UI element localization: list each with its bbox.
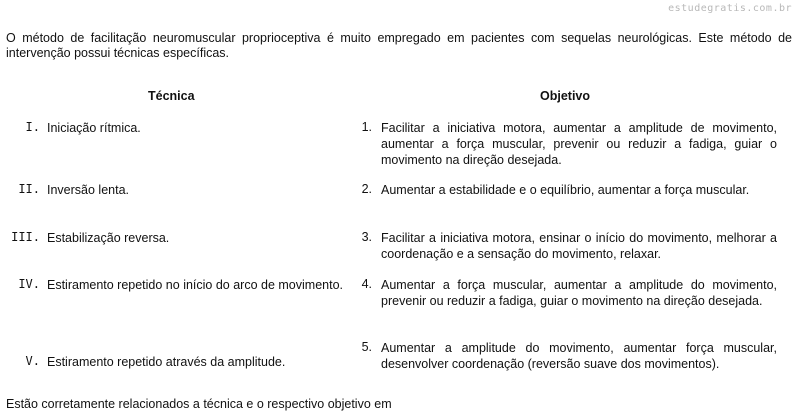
tecnica-text: Inversão lenta. — [47, 183, 129, 197]
objetivo-number: 5. — [361, 340, 372, 354]
tecnica-number: III. — [11, 230, 40, 244]
objetivo-text: Facilitar a iniciativa motora, ensinar o início do movimento, melhorar a coordenação e a sensação do movimento, relaxar. — [381, 231, 777, 261]
objetivo-number: 2. — [361, 182, 372, 196]
question-intro: O método de facilitação neuromuscular proprioceptiva é muito empregado em pacientes com sequelas neurológicas. Este método de intervenção possui técnicas específicas. — [6, 31, 792, 60]
site-watermark: estudegratis.com.br — [668, 3, 792, 14]
tecnica-number: IV. — [18, 277, 40, 291]
tecnica-text: Estabilização reversa. — [47, 231, 170, 245]
tecnica-number: V. — [25, 354, 40, 368]
tecnica-number: II. — [18, 182, 40, 196]
objetivo-number: 4. — [361, 277, 372, 291]
column-header-tecnica: Técnica — [148, 89, 195, 103]
objetivo-number: 3. — [361, 230, 372, 244]
objetivo-text: Facilitar a iniciativa motora, aumentar a amplitude de movimento, aumentar a força muscular, prevenir ou reduzir a fadiga, guiar o movimento na direção desejada. — [381, 121, 777, 167]
tecnica-text: Estiramento repetido no início do arco de movimento. — [47, 278, 343, 292]
tecnica-number: I. — [25, 120, 40, 134]
column-header-objetivo: Objetivo — [540, 89, 591, 103]
tecnica-text: Iniciação rítmica. — [47, 121, 141, 135]
objetivo-text: Aumentar a força muscular, aumentar a amplitude do movimento, prevenir ou reduzir a fadiga, guiar o movimento na direção desejada. — [381, 278, 777, 308]
objetivo-text: Aumentar a estabilidade e o equilíbrio, aumentar a força muscular. — [381, 183, 750, 197]
question-closing: Estão corretamente relacionados a técnica e o respectivo objetivo em — [6, 397, 392, 411]
objetivo-text: Aumentar a amplitude do movimento, aumentar força muscular, desenvolver coordenação (reversão suave dos movimentos). — [381, 341, 777, 371]
objetivo-number: 1. — [361, 120, 372, 134]
tecnica-text: Estiramento repetido através da amplitude. — [47, 355, 286, 369]
